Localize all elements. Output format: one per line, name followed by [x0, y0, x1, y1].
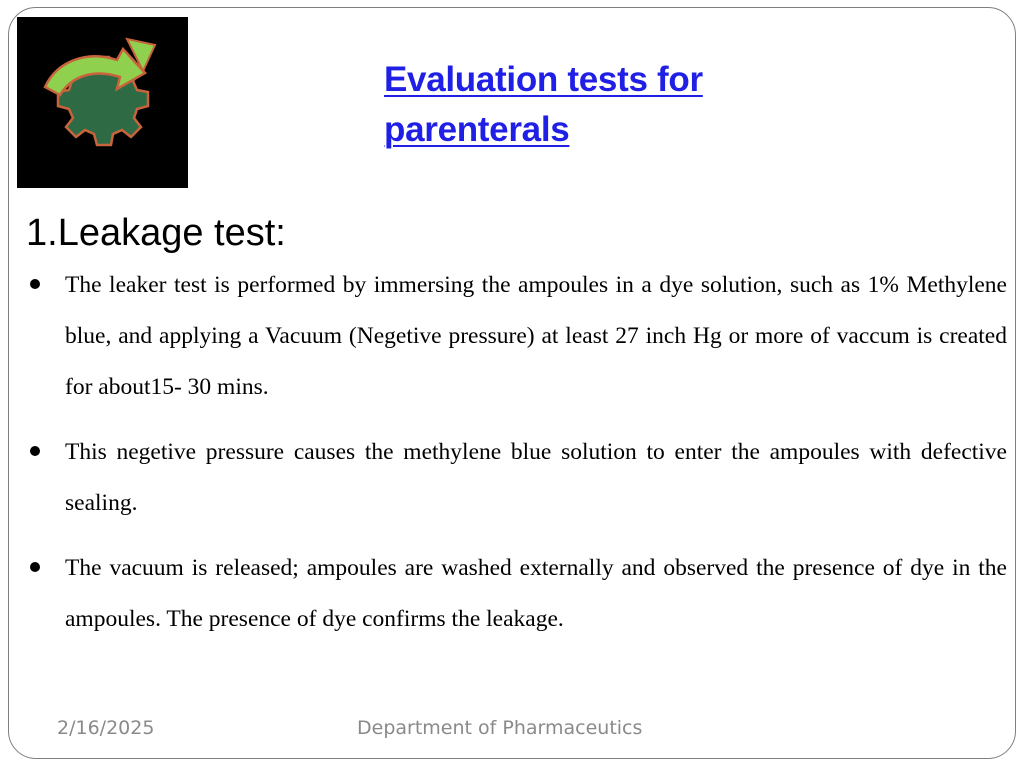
- bullet-item: [25, 427, 1007, 529]
- bullet-item: [25, 260, 1007, 413]
- logo-graphic: [17, 17, 188, 188]
- bullet-dot-icon: [30, 279, 40, 289]
- footer-date: 2/16/2025: [57, 717, 155, 739]
- footer-department: Department of Pharmaceutics: [357, 717, 643, 739]
- section-heading: 1.Leakage test:: [26, 212, 286, 254]
- bullet-text: The vacuum is released; ampoules are washed externally and observed the presence of dye in the ampoules. The presence of dye confirms the leakage.: [65, 555, 1007, 632]
- bullet-dot-icon: [30, 562, 40, 572]
- bullet-list: [25, 260, 1007, 659]
- bullet-dot-icon: [30, 446, 40, 456]
- slide-title: Evaluation tests for parenterals: [384, 60, 703, 149]
- bullet-text: The leaker test is performed by immersing the ampoules in a dye solution, such as 1% Methylene blue, and applying a Vacuum (Negetive pressure) at least 27 inch Hg or more of vaccum is created for about15- 30 mins.: [65, 272, 1007, 400]
- gear-arrow-logo-icon: [17, 17, 188, 188]
- bullet-text: This negetive pressure causes the methylene blue solution to enter the ampoules with defective sealing.: [65, 439, 1007, 516]
- bullet-item: [25, 543, 1007, 645]
